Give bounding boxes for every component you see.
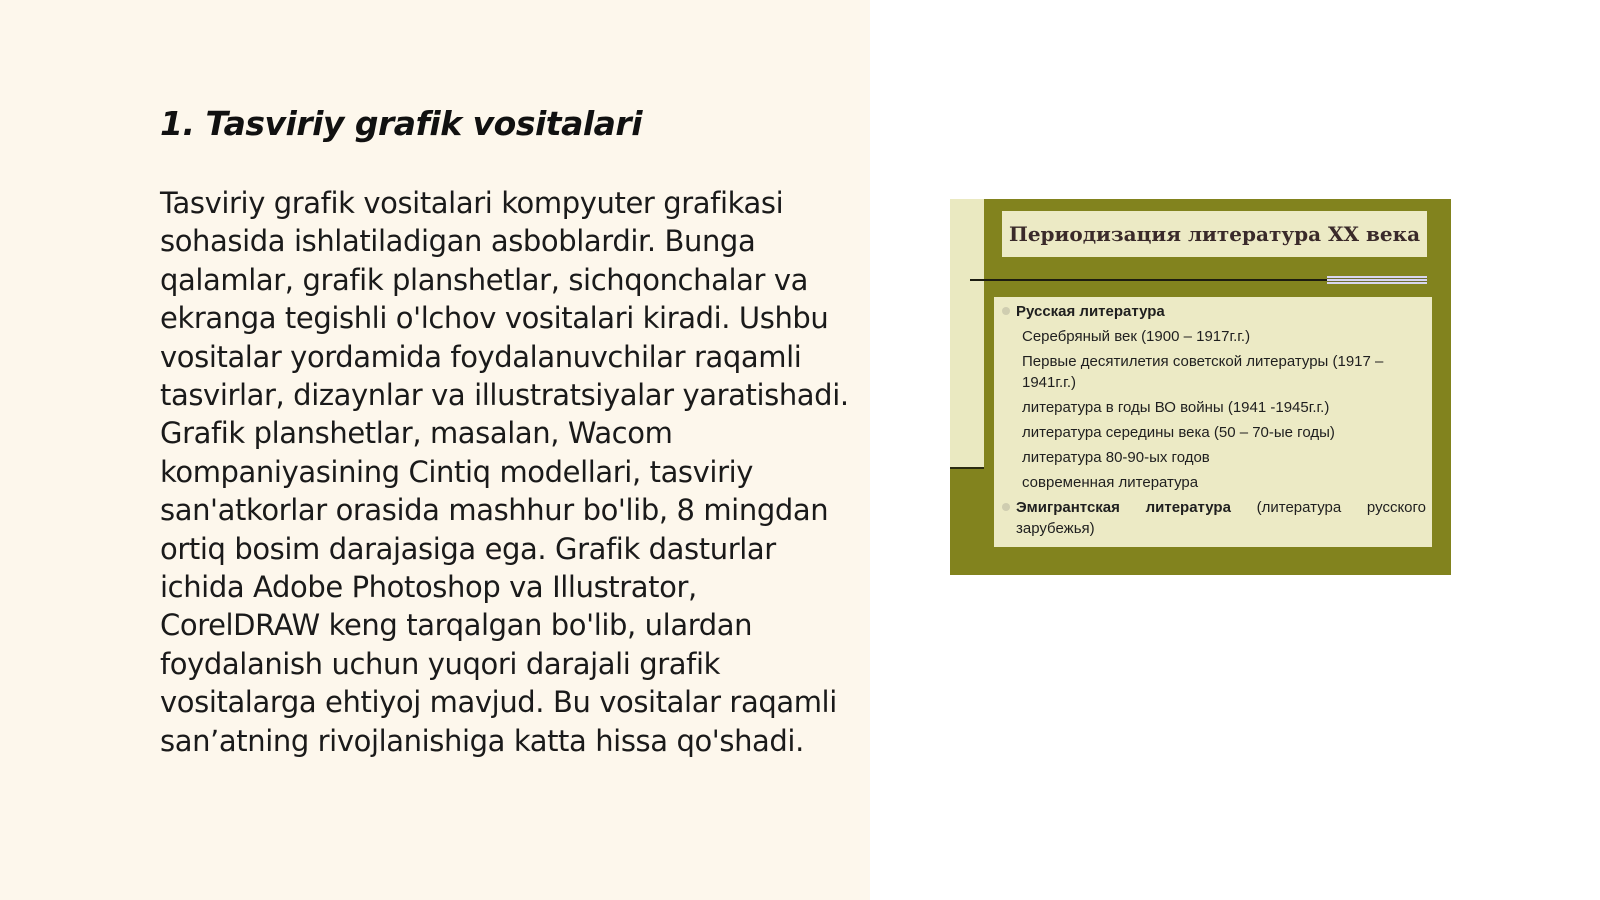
- embedded-slide-list: [994, 297, 1432, 547]
- list-item-text: Эмигрантская литература: [1016, 499, 1231, 516]
- list-item: [1016, 351, 1426, 393]
- list-item-text: Первые десятилетия советской литературы (1917 – 1941г.г.): [1022, 353, 1384, 391]
- list-item-text: современная литература: [1022, 474, 1199, 491]
- list-item: [1016, 497, 1426, 539]
- embedded-slide-side-strip: [950, 199, 984, 469]
- slide-body-text: Tasviriy grafik vositalari kompyuter grafikasi sohasida ishlatiladigan asboblardir. Bunga qalamlar, grafik planshetlar, sichqonchalar va ekranga tegishli o'lchov vositalari kiradi. Ushbu vositalar yordamida foydalanuvchilar raqamli tasvirlar, dizaynlar va illustratsiyalar yaratishadi. Grafik planshetlar, masalan, Wacom kompaniyasining Cintiq modellari, tasviriy san'atkorlar orasida mashhur bo'lib, 8 mingdan ortiq bosim darajasiga ega. Grafik dasturlar ichida Adobe Photoshop va Illustrator, CorelDRAW keng tarqalgan bo'lib, ulardan foydalanish uchun yuqori darajali grafik vositalarga ehtiyoj mavjud. Bu vositalar raqamli san’atning rivojlanishiga katta hissa qo'shadi.: [160, 186, 849, 758]
- slide-heading: 1. Tasviriy grafik vositalari: [160, 104, 643, 143]
- list-item: [1016, 472, 1426, 493]
- list-item-note: (литература русского зарубежья): [1016, 499, 1426, 537]
- list-item: [1016, 447, 1426, 468]
- list-item-text: Русская литература: [1016, 303, 1165, 320]
- embedded-slide-title: Периодизация литература XX века: [1002, 211, 1427, 257]
- list-item: [1016, 422, 1426, 443]
- list-item-text: Серебряный век (1900 – 1917г.г.): [1022, 328, 1251, 345]
- list-item: [1016, 326, 1426, 347]
- list-item: [1016, 397, 1426, 418]
- bullet-icon: [1002, 307, 1010, 315]
- embedded-slide-divider-accent: [1327, 276, 1427, 284]
- list-item: [1016, 301, 1426, 322]
- list-item-text: литература середины века (50 – 70-ые годы): [1022, 424, 1335, 441]
- embedded-slide-image: [950, 199, 1451, 575]
- list-item-text: литература 80-90-ых годов: [1022, 449, 1210, 466]
- bullet-icon: [1002, 503, 1010, 511]
- list-item-text: литература в годы ВО войны (1941 -1945г.г.): [1022, 399, 1330, 416]
